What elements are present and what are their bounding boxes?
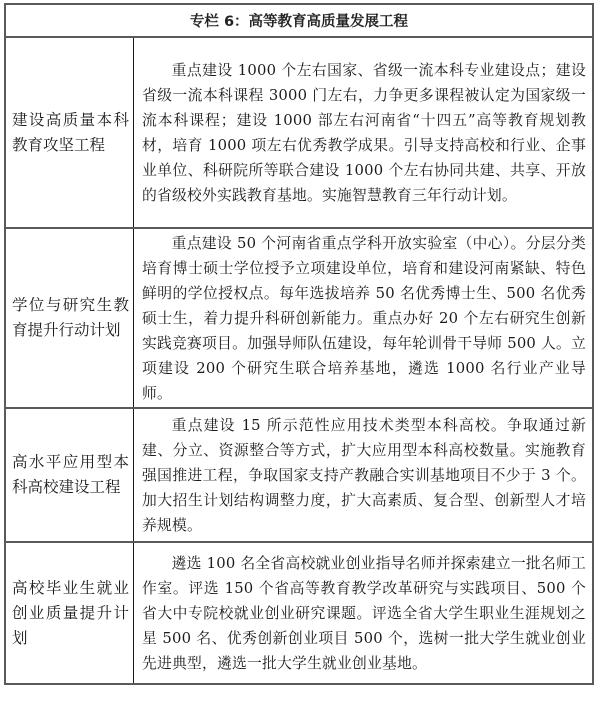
row-content-text: 遴选 100 名全省高校就业创业指导名师并探索建立一批名师工作室。评选 150 个省高等教育教学改革研究与实践项目、500 个省大中专院校就业创业研究课题。评选全省大学生职业生涯规划之星 500 名、优秀创新创业项目 500 个，选树一批大学生就业创业先进典型，遴选一批大学生就业创业基地。 <box>142 554 586 672</box>
row-label <box>6 229 134 407</box>
row-label-text: 高校毕业生就业创业质量提升计划 <box>12 578 129 647</box>
row-label <box>6 543 134 683</box>
program-table <box>4 3 594 685</box>
row-content <box>134 38 592 227</box>
table-row <box>6 38 592 229</box>
row-content-text: 重点建设 50 个河南省重点学科开放实验室（中心）。分层分类培育博士硕士学位授予立项建设单位，培育和建设河南紧缺、特色鲜明的学位授权点。每年选拔培养 50 名优秀博士生、500 名优秀硕士生，着力提升科研创新能力。重点办好 20 个左右研究生创新实践竞赛项目。加强导师队伍建设，每年轮训骨干导师 500 人。立项建设 200 个研究生联合培养基地，遴选 1000 名行业产业导师。 <box>142 234 586 402</box>
row-content-text: 重点建设 1000 个左右国家、省级一流本科专业建设点；建设省级一流本科课程 3000 门左右，力争更多课程被认定为国家级一流本科课程；建设 1000 部左右河南省“十四五”高等教育规划教材，培育 1000 项左右优秀教学成果。引导支持高校和行业、企事业单位、科研院所等联合建设 1000 个左右协同共建、共享、开放的省级校外实践教育基地。实施智慧教育三年行动计划。 <box>142 61 586 204</box>
table-row <box>6 409 592 543</box>
row-content <box>134 543 592 683</box>
row-label <box>6 38 134 227</box>
row-label-text: 学位与研究生教育提升行动计划 <box>12 296 129 339</box>
row-content <box>134 409 592 541</box>
row-label-text: 高水平应用型本科高校建设工程 <box>12 453 129 496</box>
row-content <box>134 229 592 407</box>
table-row <box>6 229 592 409</box>
row-label-text: 建设高质量本科教育攻坚工程 <box>12 110 129 154</box>
table-title: 专栏 6：高等教育高质量发展工程 <box>6 5 592 38</box>
row-label <box>6 409 134 541</box>
row-content-text: 重点建设 15 所示范性应用技术类型本科高校。争取通过新建、分立、资源整合等方式，扩大应用型本科高校数量。实施教育强国推进工程，争取国家支持产教融合实训基地项目不少于 3 个。加大招生计划结构调整力度，扩大高素质、复合型、创新型人才培养规模。 <box>142 416 586 534</box>
table-row <box>6 543 592 683</box>
